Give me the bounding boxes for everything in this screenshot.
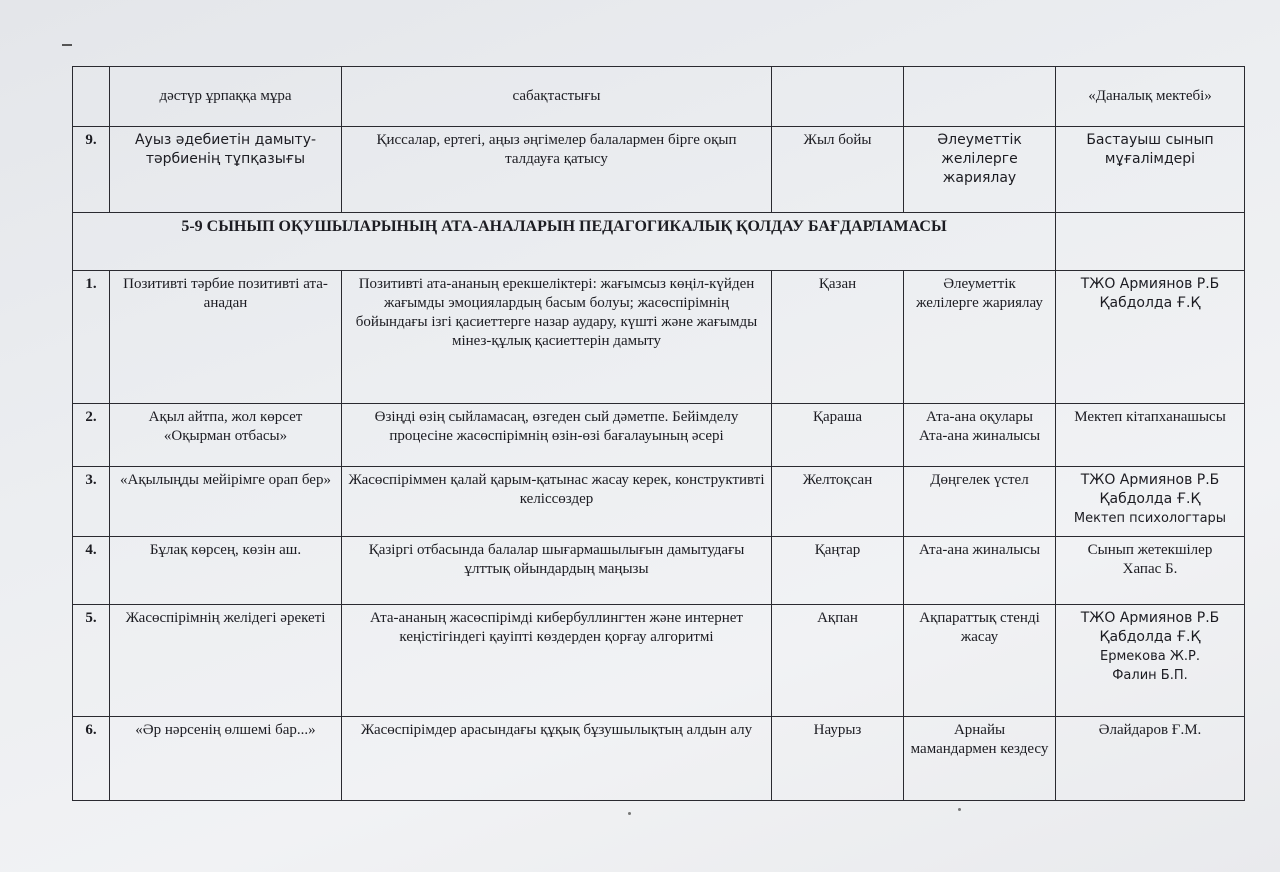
- table-row: [73, 537, 1245, 605]
- table-cell: [1056, 213, 1245, 271]
- margin-mark: [62, 44, 72, 46]
- section-title: 5-9 СЫНЫП ОҚУШЫЛАРЫНЫҢ АТА-АНАЛАРЫН ПЕДАГОГИКАЛЫҚ ҚОЛДАУ БАҒДАРЛАМАСЫ: [73, 213, 1056, 271]
- event-responsible: [1056, 537, 1245, 605]
- event-time: Желтоқсан: [772, 467, 904, 537]
- table-cell: [772, 67, 904, 127]
- section-row: [73, 213, 1245, 271]
- responsible-person: Қабдолда Ғ.Қ: [1099, 491, 1201, 507]
- row-number: 1.: [73, 271, 110, 404]
- paper-speck: [628, 812, 631, 815]
- row-number: 9.: [73, 127, 110, 213]
- event-form: Ақпараттық стенді жасау: [904, 605, 1056, 717]
- event-title: Позитивті тәрбие позитивті ата-анадан: [110, 271, 342, 404]
- table-row: [73, 127, 1245, 213]
- program-table: [72, 66, 1245, 801]
- event-title: Бұлақ көрсең, көзін аш.: [110, 537, 342, 605]
- responsible-person: Қабдолда Ғ.Қ: [1099, 295, 1201, 311]
- table-row: [73, 605, 1245, 717]
- event-content: Қиссалар, ертегі, аңыз әңгімелер балалармен бірге оқып талдауға қатысу: [342, 127, 772, 213]
- cell-text: дәстүр ұрпаққа мұра: [159, 88, 292, 104]
- event-form: Әлеуметтік желілерге жариялау: [904, 271, 1056, 404]
- responsible-person: Мектеп кітапханашысы: [1074, 409, 1226, 425]
- event-time: Қазан: [772, 271, 904, 404]
- row-number: 3.: [73, 467, 110, 537]
- event-form: Арнайы мамандармен кездесу: [904, 717, 1056, 801]
- event-responsible: [1056, 467, 1245, 537]
- event-title: Ақыл айтпа, жол көрсет «Оқырман отбасы»: [110, 404, 342, 467]
- event-responsible: [1056, 605, 1245, 717]
- event-title: «Ақылыңды мейірімге орап бер»: [110, 467, 342, 537]
- event-responsible: [1056, 717, 1245, 801]
- event-title: «Әр нәрсенің өлшемі бар...»: [110, 717, 342, 801]
- event-time: Қараша: [772, 404, 904, 467]
- responsible-person: Хапас Б.: [1122, 561, 1178, 577]
- table-cell: [904, 67, 1056, 127]
- table-cell: [1056, 67, 1245, 127]
- event-time: Жыл бойы: [772, 127, 904, 213]
- event-form: Әлеуметтік желілерге жариялау: [904, 127, 1056, 213]
- responsible-person: Сынып жетекшілер: [1087, 542, 1213, 558]
- responsible-person: Мектеп психологтары: [1073, 511, 1227, 526]
- responsible-person: Қабдолда Ғ.Қ: [1099, 629, 1201, 645]
- event-title: Ауыз әдебиетін дамыту-тәрбиенің тұпқазығы: [110, 127, 342, 213]
- responsible-person: ТЖО Армиянов Р.Б: [1080, 276, 1220, 292]
- responsible-person: Фалин Б.П.: [1112, 668, 1188, 683]
- event-form: Ата-ана оқулары Ата-ана жиналысы: [904, 404, 1056, 467]
- event-responsible: [1056, 271, 1245, 404]
- event-content: Жасөспірімдер арасындағы құқық бұзушылықтың алдын алу: [342, 717, 772, 801]
- event-time: Наурыз: [772, 717, 904, 801]
- paper-speck: [958, 808, 961, 811]
- event-responsible: [1056, 404, 1245, 467]
- table-row: [73, 67, 1245, 127]
- event-form: Ата-ана жиналысы: [904, 537, 1056, 605]
- responsible-person: Әлайдаров Ғ.М.: [1098, 722, 1202, 738]
- event-title: Жасөспірімнің желідегі әрекеті: [110, 605, 342, 717]
- table-cell: [73, 67, 110, 127]
- table-row: [73, 467, 1245, 537]
- table-row: [73, 271, 1245, 404]
- row-number: 2.: [73, 404, 110, 467]
- event-form: Дөңгелек үстел: [904, 467, 1056, 537]
- table-cell: [342, 67, 772, 127]
- event-time: Қаңтар: [772, 537, 904, 605]
- responsible-person: ТЖО Армиянов Р.Б: [1080, 472, 1220, 488]
- cell-text: «Даналық мектебі»: [1088, 88, 1212, 104]
- event-time: Ақпан: [772, 605, 904, 717]
- table-row: [73, 717, 1245, 801]
- row-number: 5.: [73, 605, 110, 717]
- responsible-person: ТЖО Армиянов Р.Б: [1080, 610, 1220, 626]
- event-content: Жасөспіріммен қалай қарым-қатынас жасау керек, конструктивті келіссөздер: [342, 467, 772, 537]
- event-content: Позитивті ата-ананың ерекшеліктері: жағымсыз көңіл-күйден жағымды эмоциялардың басым болуы; жасөспірімнің бойындағы ізгі қасиеттерге назар аудару, күшті және жағымды мінез-құлық қасиеттерін дамыту: [342, 271, 772, 404]
- event-content: Қазіргі отбасында балалар шығармашылығын дамытудағы ұлттық ойындардың маңызы: [342, 537, 772, 605]
- table-row: [73, 404, 1245, 467]
- table-cell: [110, 67, 342, 127]
- event-content: Ата-ананың жасөспірімді кибербуллингтен және интернет кеңістігіндегі қауіпті көздерден қорғау алгоритмі: [342, 605, 772, 717]
- responsible-person: Ермекова Ж.Р.: [1100, 649, 1200, 664]
- cell-text: сабақтастығы: [512, 88, 601, 104]
- row-number: 6.: [73, 717, 110, 801]
- event-responsible: Бастауыш сынып мұғалімдері: [1056, 127, 1245, 213]
- event-content: Өзіңді өзің сыйламасаң, өзгеден сый дәметпе. Бейімделу процесіне жасөспірімнің өзін-өзі бағалауының әсері: [342, 404, 772, 467]
- row-number: 4.: [73, 537, 110, 605]
